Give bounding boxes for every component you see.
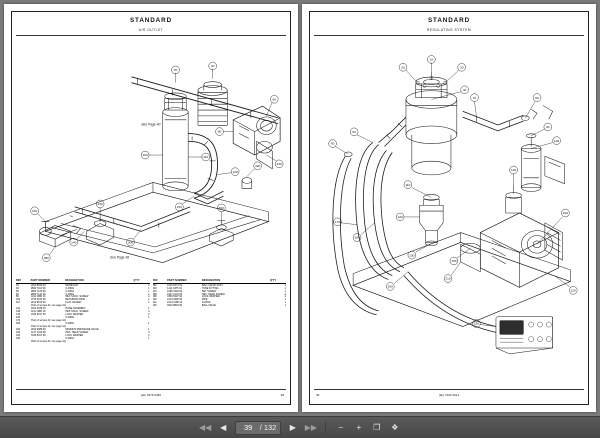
cell-ref: 180 — [16, 322, 21, 326]
cell-part-number: 0753 3100 00 — [30, 298, 46, 302]
svg-text:20: 20 — [173, 68, 178, 73]
cell-designation: O-RING — [201, 301, 211, 305]
cell-qty: 1 — [284, 286, 286, 290]
pdf-toolbar — [0, 416, 600, 438]
cell-ref: 100 — [16, 298, 21, 302]
col-designation: DESIGNATION — [65, 279, 133, 283]
cell-qty: 1 — [148, 322, 150, 326]
cell-ref: 150 — [16, 316, 21, 320]
cell-designation: O-RING — [65, 289, 75, 293]
svg-text:140: 140 — [71, 240, 77, 245]
svg-text:70: 70 — [472, 95, 477, 100]
cell-designation: MINIMUM PRESSURE VALVE — [65, 328, 99, 332]
col-qty: Q'TY — [133, 279, 149, 283]
select-tool-button[interactable]: ❖ — [391, 422, 399, 432]
cell-ref: 400 — [152, 286, 157, 290]
cell-qty: 1 — [148, 283, 150, 287]
svg-text:110: 110 — [203, 155, 209, 160]
cell-designation: MANIFOLD — [65, 283, 78, 287]
svg-text:90: 90 — [546, 125, 550, 130]
svg-text:30: 30 — [459, 65, 464, 70]
svg-text:200: 200 — [127, 240, 134, 245]
fit-page-button[interactable]: ❐ — [373, 422, 381, 432]
svg-text:210: 210 — [445, 276, 451, 281]
cell-note: (Part of service kit, see page 41) — [30, 304, 66, 308]
cell-ref — [16, 340, 31, 343]
cell-qty: 4 — [148, 313, 150, 317]
cell-designation: HEX. HEAD SCREW — [201, 292, 225, 296]
cell-ref: 60 — [16, 292, 19, 296]
toolbar-divider — [325, 422, 326, 434]
cell-designation: O-RING — [65, 292, 75, 296]
page-title-right: STANDARD — [427, 17, 471, 24]
svg-text:150: 150 — [451, 259, 457, 264]
page-footer-left — [16, 389, 286, 400]
col-part-number: PART NUMBER — [31, 279, 66, 283]
cell-part-number: 9800 7120 00 — [30, 289, 46, 293]
cell-ref: 200 — [16, 328, 21, 332]
svg-text:400: 400 — [218, 206, 225, 211]
table-body-right — [153, 283, 287, 307]
cell-part-number: 1404 8940 00 — [30, 283, 46, 287]
page-number-box[interactable] — [235, 421, 282, 435]
cell-qty: 1 — [148, 292, 150, 296]
cell-part-number: 1404 0035 00 — [30, 307, 46, 311]
cell-ref: 130 — [16, 310, 21, 314]
cell-qty: 1 — [148, 286, 150, 290]
zoom-out-button[interactable]: − — [338, 422, 344, 432]
col-part-number: PART NUMBER — [167, 279, 202, 283]
svg-text:380: 380 — [43, 255, 49, 260]
last-page-button[interactable]: ▶▶ — [304, 422, 317, 432]
page-border-left — [11, 11, 291, 405]
cell-ref: 80 — [16, 295, 19, 299]
svg-text:230: 230 — [97, 202, 103, 207]
cell-designation: LOCK WASHER — [65, 313, 84, 317]
col-designation: DESIGNATION — [202, 279, 270, 283]
cell-designation: TUBE FITTING — [201, 286, 219, 290]
cell-note: (Part of service kit, see page 41) — [30, 325, 66, 329]
col-ref: REF — [16, 279, 31, 283]
svg-text:420: 420 — [255, 163, 261, 168]
cell-part-number: 1613 9474 01 — [167, 283, 183, 287]
cell-part-number: 0211 1986 19 — [30, 310, 46, 314]
page-footer-right — [314, 389, 584, 400]
svg-text:80: 80 — [217, 129, 222, 134]
cell-part-number: 1614 0348 00 — [167, 298, 183, 302]
footer-doc-number-right: (kit) 7226 2914 — [438, 393, 459, 397]
cell-ref: 120 — [16, 307, 21, 311]
cell-part-number: 1089 1649 00 — [167, 289, 183, 293]
cell-qty: 1 — [148, 328, 150, 332]
page-title-left: STANDARD — [129, 17, 173, 24]
cell-qty: 1 — [284, 283, 286, 287]
svg-text:150: 150 — [176, 205, 182, 210]
cell-part-number: 1614 9519 00 — [30, 301, 46, 305]
cell-qty: 4 — [148, 331, 150, 335]
cell-qty: 1 — [148, 307, 150, 311]
cell-qty: 4 — [148, 310, 150, 314]
cell-designation: BALL VALVE ASSY. — [201, 283, 224, 287]
svg-text:200: 200 — [387, 284, 393, 289]
svg-text:40: 40 — [462, 87, 467, 92]
cell-part-number: 0211 1986 13 — [30, 295, 46, 299]
zoom-in-button[interactable]: + — [356, 422, 362, 432]
cell-designation: O-RING — [65, 337, 75, 341]
svg-text:100: 100 — [553, 138, 560, 143]
cell-qty: 1 — [148, 301, 150, 305]
cell-designation: O-RING — [65, 286, 75, 290]
cell-qty: 1 — [148, 337, 150, 341]
cell-note: (Part of service kit, see page 41) — [30, 319, 66, 323]
pdf-page-right[interactable] — [302, 4, 596, 412]
cell-part-number: 1404 0688 00 — [30, 328, 46, 332]
table-row — [16, 340, 150, 343]
cell-part-number: 0333 5227 00 — [30, 313, 46, 317]
table-body-left — [16, 283, 150, 343]
page-total-label: / 132 — [259, 423, 277, 432]
cell-designation: RETAINING RING — [65, 298, 86, 302]
cell-designation: LOCK WASHER — [201, 295, 220, 299]
footer-page-number-left: 38 — [280, 393, 284, 397]
cell-designation: O-RING — [65, 322, 75, 326]
page-number-input[interactable] — [240, 423, 257, 432]
table-row — [153, 304, 287, 307]
cell-ref: 380 — [152, 283, 157, 287]
technical-drawing-air-outlet — [16, 37, 286, 277]
cell-ref: 140 — [16, 313, 21, 317]
svg-text:20: 20 — [401, 65, 405, 70]
cell-part-number: 9800 7110 00 — [30, 286, 46, 290]
cell-qty: 1 — [148, 289, 150, 293]
svg-text:40: 40 — [210, 64, 215, 69]
cell-part-number: 0333 5227 00 — [167, 295, 183, 299]
cell-part-number: 0022 8818 00 — [167, 304, 183, 308]
svg-text:80: 80 — [535, 95, 539, 100]
cell-ref: 170 — [16, 319, 21, 323]
cell-ref: 408 — [152, 292, 157, 296]
cell-qty: 1 — [284, 298, 286, 302]
cell-qty: 1 — [284, 304, 286, 308]
cell-ref: 409 — [152, 295, 157, 299]
page-title-divider-right — [314, 35, 584, 36]
svg-text:120: 120 — [232, 169, 238, 174]
previous-page-button[interactable]: ◀ — [220, 422, 227, 432]
svg-text:100: 100 — [142, 153, 148, 158]
page-subtitle-left: AIR OUTLET — [138, 28, 164, 32]
cell-part-number: 1613 2188 12 — [167, 301, 183, 305]
cell-part-number: 0147 1232 00 — [167, 292, 183, 296]
technical-drawing-regulating-system — [314, 37, 584, 392]
cell-qty: 2 — [284, 295, 286, 299]
page-subtitle-right: REGULATING SYSTEM — [426, 28, 472, 32]
cell-qty: 1 — [284, 301, 286, 305]
parts-table-column-2 — [153, 279, 287, 386]
next-page-button[interactable]: ▶ — [289, 422, 296, 432]
cell-note: (Part of service kit, see page 41) — [30, 340, 66, 344]
cell-ref: 240 — [16, 337, 21, 341]
cell-part-number: 0333 5227 00 — [30, 334, 46, 338]
cell-designation: BALL VALVE — [201, 304, 216, 308]
page-title-divider-left — [16, 35, 286, 36]
cell-designation: FLAT GASKET — [65, 301, 82, 305]
cell-ref: 50 — [16, 289, 19, 293]
cell-ref: 40 — [16, 286, 19, 290]
pdf-pages-container — [4, 4, 596, 412]
cell-qty: 1 — [148, 298, 150, 302]
cell-ref: 110 — [16, 301, 20, 305]
cell-ref: 430 — [152, 304, 157, 308]
footer-doc-number-left: (kit) 3276 0466 — [140, 393, 161, 397]
svg-text:60: 60 — [330, 141, 335, 146]
cell-designation: O-RING — [65, 316, 75, 320]
cell-qty: 2 — [284, 292, 286, 296]
cell-qty: 4 — [148, 295, 150, 299]
cell-ref: 421 — [152, 301, 157, 305]
cell-designation: LOCK WASHER — [65, 334, 84, 338]
svg-text:180: 180 — [354, 235, 360, 240]
cell-qty: 4 — [148, 334, 150, 338]
cell-designation: HOSE ASSEMBLY — [65, 307, 86, 311]
svg-text:160: 160 — [562, 211, 569, 216]
cell-designation: HEX. HEAD SCREW — [65, 331, 89, 335]
callout-see-page-38: See Page 38 — [109, 255, 130, 260]
cell-designation: PIPE — [201, 298, 208, 302]
svg-text:240: 240 — [31, 208, 38, 213]
first-page-button[interactable]: ◀◀ — [199, 422, 212, 432]
svg-text:190: 190 — [473, 321, 480, 326]
cell-ref: 420 — [152, 298, 157, 302]
col-ref: REF — [153, 279, 168, 283]
cell-designation: HEX SOCK. SCREW — [65, 310, 89, 314]
cell-designation: SET SCREW — [201, 289, 217, 293]
parts-table-left-page — [16, 279, 286, 386]
svg-text:430: 430 — [276, 162, 282, 167]
svg-text:50: 50 — [352, 130, 356, 135]
callout-see-page-40: See Page 40 — [141, 122, 161, 127]
svg-text:140: 140 — [510, 168, 517, 173]
svg-text:10: 10 — [429, 57, 434, 62]
page-border-right — [309, 11, 589, 405]
cell-part-number: 9800 7141 00 — [30, 292, 46, 296]
footer-page-number-right: 40 — [316, 393, 320, 397]
parts-table-column-1 — [16, 279, 150, 386]
svg-text:170: 170 — [334, 220, 341, 225]
cell-qty: 1 — [148, 316, 150, 320]
svg-text:110: 110 — [405, 182, 411, 187]
cell-ref: 220 — [16, 331, 21, 335]
svg-text:130: 130 — [409, 253, 415, 258]
cell-ref: 410 — [152, 289, 157, 293]
pdf-page-left[interactable] — [4, 4, 298, 412]
svg-text:120: 120 — [397, 215, 403, 220]
cell-ref: 20 — [16, 283, 19, 287]
cell-qty: 1 — [284, 289, 286, 293]
cell-designation: HEX SOCK. SCREW — [65, 295, 89, 299]
svg-text:60: 60 — [272, 97, 277, 102]
cell-ref: 230 — [16, 334, 21, 338]
cell-part-number: 0147 1310 00 — [30, 331, 46, 335]
col-qty: Q'TY — [270, 279, 286, 283]
svg-text:220: 220 — [570, 288, 576, 293]
cell-part-number: 1411 9475 01 — [167, 286, 182, 290]
